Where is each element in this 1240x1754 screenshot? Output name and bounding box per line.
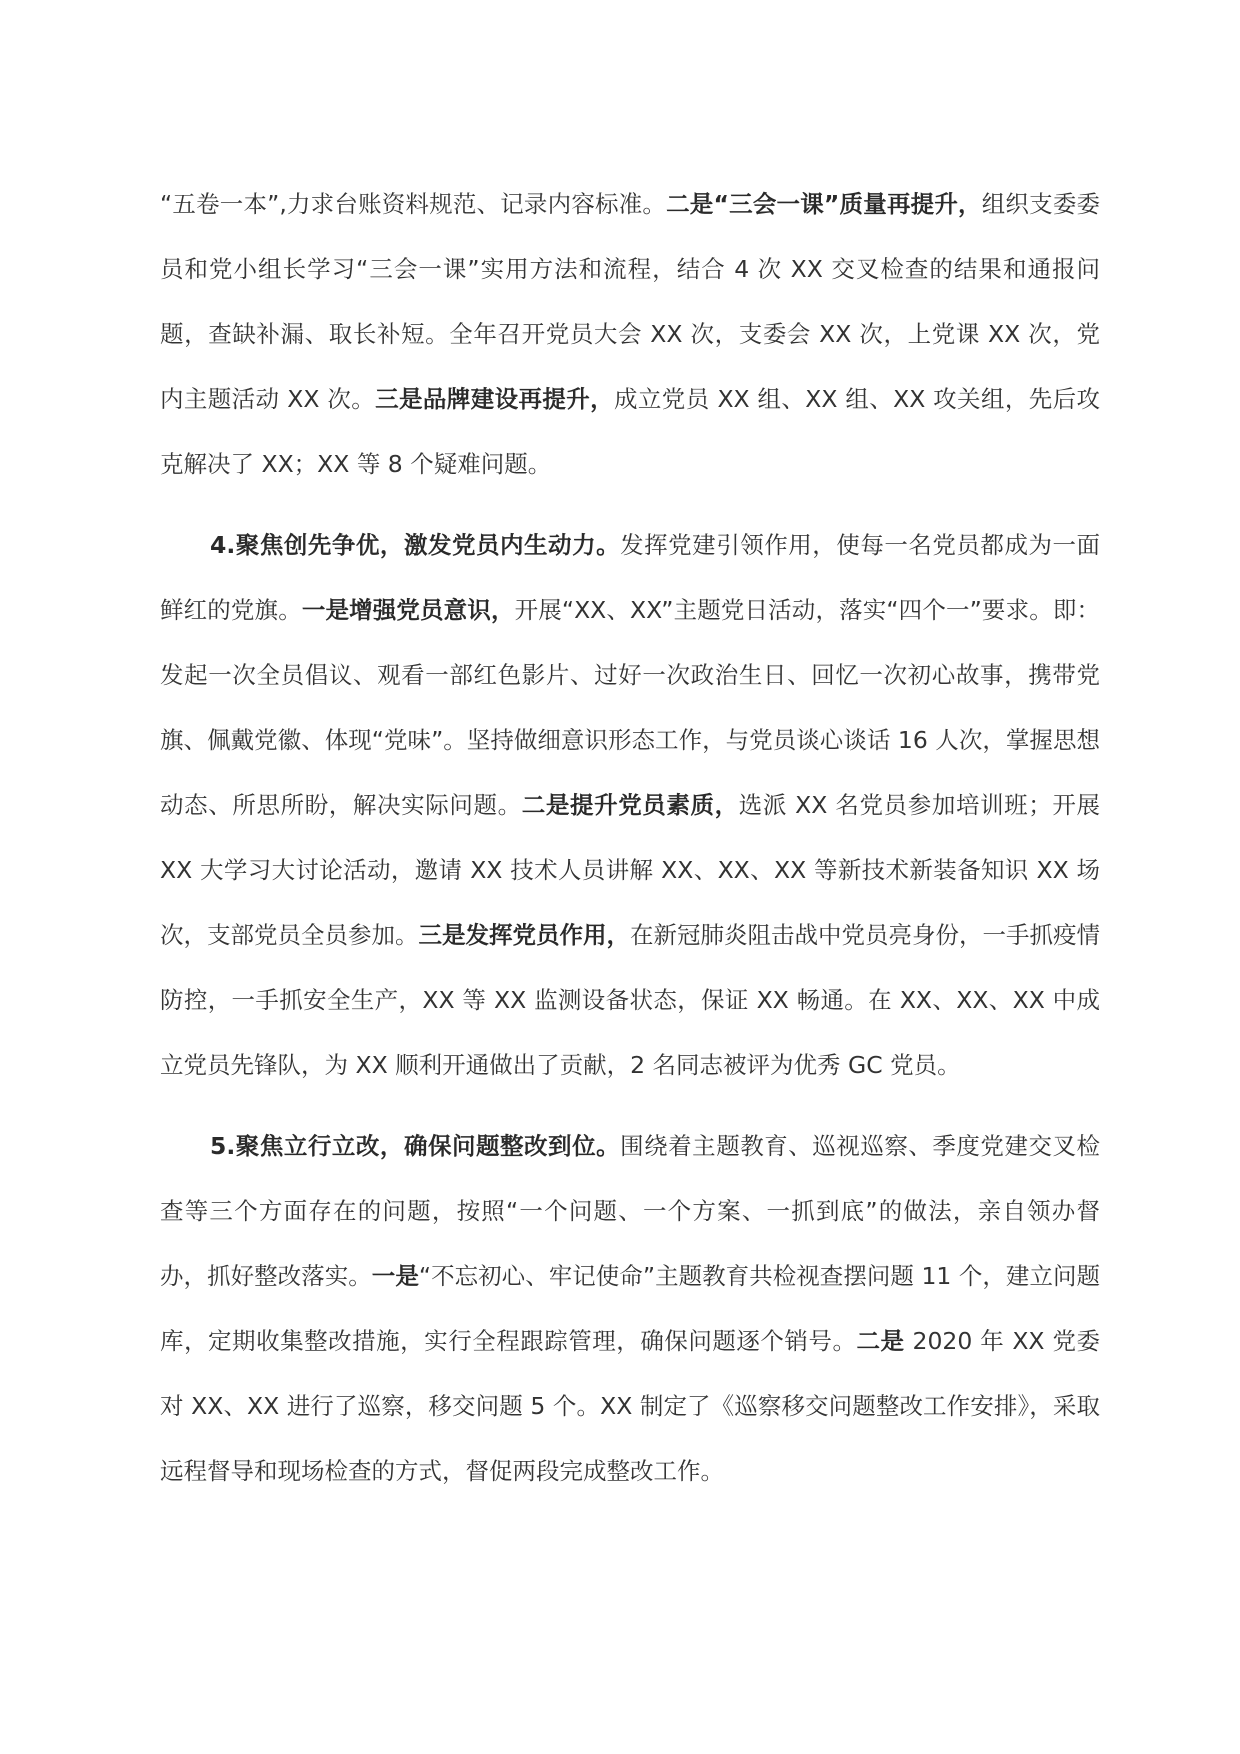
paragraph-text: 成立党员 XX 组、XX 组、XX 攻关组，先后攻克解决了 XX；XX 等 8 个疑难问题。 [160, 385, 1100, 478]
paragraph-text: “五卷一本”,力求台账资料规范、记录内容标准。 [160, 190, 667, 218]
paragraph-text: 开展“XX、XX”主题党日活动，落实“四个一”要求。即：发起一次全员倡议、观看一部红色影片、过好一次政治生日、回忆一次初心故事，携带党旗、佩戴党徽、体现“党味”。坚持做细意识形态工作，与党员谈心谈话 16 人次，掌握思想动态、所思所盼，解决实际问题。 [160, 596, 1100, 819]
paragraph-text: 2020 年 XX 党委对 XX、XX 进行了巡察，移交问题 5 个。XX 制定了《巡察移交问题整改工作安排》，采取远程督导和现场检查的方式，督促两段完成整改工作。 [160, 1327, 1101, 1485]
bold-heading-text: 一是增强党员意识， [301, 596, 515, 624]
paragraph-text: 围绕着主题教育、巡视巡察、季度党建交叉检查等三个方面存在的问题，按照“一个问题、一个方案、一抓到底”的做法，亲自领办督办，抓好整改落实。 [160, 1132, 1101, 1290]
document-body [160, 172, 1100, 1520]
paragraph-3 [160, 1114, 1100, 1504]
paragraph-text: 选派 XX 名党员参加培训班；开展 XX 大学习大讨论活动，邀请 XX 技术人员讲解 XX、XX、XX 等新技术新装备知识 XX 场次，支部党员全员参加。 [160, 791, 1101, 949]
paragraph-text: 在新冠肺炎阻击战中党员亮身份，一手抓疫情防控，一手抓安全生产，XX 等 XX 监测设备状态，保证 XX 畅通。在 XX、XX、XX 中成立党员先锋队，为 XX 顺利开通做出了贡献，2 名同志被评为优秀 GC 党员。 [160, 921, 1100, 1079]
paragraph-2 [160, 513, 1100, 1098]
bold-heading-text: 二是 [856, 1327, 905, 1355]
paragraph-1 [160, 172, 1100, 497]
bold-heading-text: 三是发挥党员作用， [418, 921, 630, 949]
paragraph-text: “不忘初心、牢记使命”主题教育共检视查摆问题 11 个，建立问题库，定期收集整改措施，实行全程跟踪管理，确保问题逐个销号。 [160, 1262, 1101, 1355]
bold-heading-text: 二是提升党员素质， [521, 791, 739, 819]
bold-heading-text: 二是“三会一课”质量再提升， [666, 190, 982, 218]
paragraph-text: 组织支委委员和党小组长学习“三会一课”实用方法和流程，结合 4 次 XX 交叉检查的结果和通报问题，查缺补漏、取长补短。全年召开党员大会 XX 次，支委会 XX 次，上党课 XX 次，党内主题活动 XX 次。 [160, 190, 1101, 413]
bold-heading-text: 三是品牌建设再提升， [375, 385, 615, 413]
bold-heading-text: 一是 [371, 1262, 419, 1290]
section-heading-4: 4.聚焦创先争优，激发党员内生动力。 [210, 531, 621, 559]
paragraph-text: 发挥党建引领作用，使每一名党员都成为一面鲜红的党旗。 [160, 531, 1101, 624]
section-heading-5: 5.聚焦立行立改，确保问题整改到位。 [210, 1132, 621, 1160]
